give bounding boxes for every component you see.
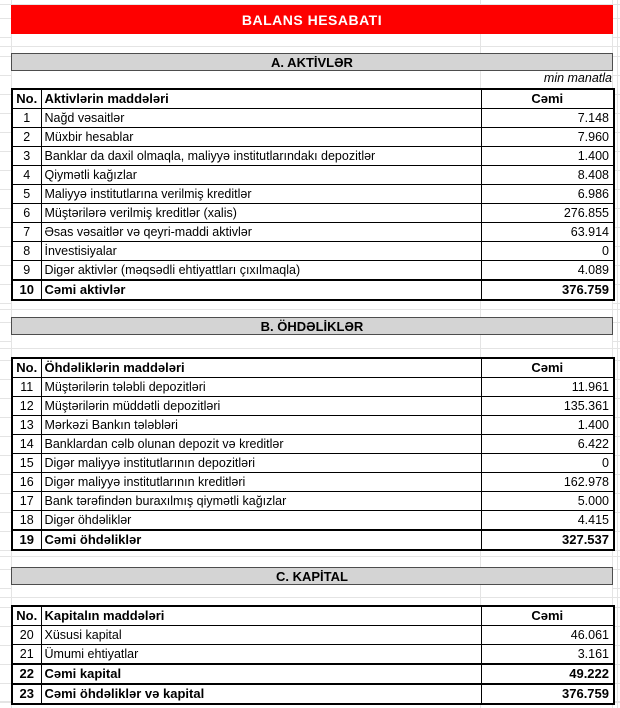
table-row bbox=[12, 378, 614, 397]
row-no-cell: 7 bbox=[12, 223, 41, 242]
row-gridline bbox=[0, 556, 620, 557]
row-gridline bbox=[0, 597, 620, 598]
table-row bbox=[12, 626, 614, 645]
table-row bbox=[12, 473, 614, 492]
capital-table bbox=[11, 605, 615, 705]
section-header-liabilities: B. ÖHDƏLİKLƏR bbox=[11, 317, 613, 335]
value-cell: 49.222 bbox=[481, 664, 614, 684]
item-cell: Banklardan cəlb olunan depozit və kreditlər bbox=[41, 435, 481, 454]
value-cell: 1.400 bbox=[481, 416, 614, 435]
item-cell: İnvestisiyalar bbox=[41, 242, 481, 261]
row-no-cell: 17 bbox=[12, 492, 41, 511]
value-cell: 4.089 bbox=[481, 261, 614, 281]
item-cell: Nağd vəsaitlər bbox=[41, 109, 481, 128]
row-no-cell: 12 bbox=[12, 397, 41, 416]
assets-table bbox=[11, 88, 615, 301]
value-cell: 0 bbox=[481, 454, 614, 473]
total-row bbox=[12, 684, 614, 704]
table-row bbox=[12, 397, 614, 416]
item-cell: Digər aktivlər (məqsədli ehtiyattları çıxılmaqla) bbox=[41, 261, 481, 281]
value-cell: 1.400 bbox=[481, 147, 614, 166]
section-header-capital: C. KAPİTAL bbox=[11, 567, 613, 585]
table-row bbox=[12, 166, 614, 185]
col-header-no: No. bbox=[12, 358, 41, 378]
row-no-cell: 16 bbox=[12, 473, 41, 492]
row-no-cell: 3 bbox=[12, 147, 41, 166]
item-cell: Mərkəzi Bankın tələbləri bbox=[41, 416, 481, 435]
table-header-row bbox=[12, 89, 614, 109]
table-row bbox=[12, 416, 614, 435]
table-row bbox=[12, 204, 614, 223]
value-cell: 7.960 bbox=[481, 128, 614, 147]
column-gridline bbox=[617, 0, 618, 708]
row-no-cell: 15 bbox=[12, 454, 41, 473]
row-no-cell: 10 bbox=[12, 280, 41, 300]
total-row bbox=[12, 530, 614, 550]
liabilities-table bbox=[11, 357, 615, 551]
row-no-cell: 9 bbox=[12, 261, 41, 281]
value-cell: 276.855 bbox=[481, 204, 614, 223]
item-cell: Müştərilərə verilmiş kreditlər (xalis) bbox=[41, 204, 481, 223]
left-gutter-gridlines bbox=[0, 0, 11, 708]
value-cell: 0 bbox=[481, 242, 614, 261]
col-header-item: Kapitalın maddələri bbox=[41, 606, 481, 626]
value-cell: 6.422 bbox=[481, 435, 614, 454]
item-cell: Banklar da daxil olmaqla, maliyyə institutlarındakı depozitlər bbox=[41, 147, 481, 166]
row-no-cell: 18 bbox=[12, 511, 41, 531]
row-no-cell: 14 bbox=[12, 435, 41, 454]
col-header-item: Öhdəliklərin maddələri bbox=[41, 358, 481, 378]
item-cell: Qiymətli kağızlar bbox=[41, 166, 481, 185]
row-no-cell: 22 bbox=[12, 664, 41, 684]
row-no-cell: 20 bbox=[12, 626, 41, 645]
value-cell: 46.061 bbox=[481, 626, 614, 645]
item-cell: Cəmi öhdəliklər və kapital bbox=[41, 684, 481, 704]
row-no-cell: 19 bbox=[12, 530, 41, 550]
total-row bbox=[12, 280, 614, 300]
row-no-cell: 4 bbox=[12, 166, 41, 185]
report-title: BALANS HESABATI bbox=[241, 11, 383, 28]
value-cell: 135.361 bbox=[481, 397, 614, 416]
table-row bbox=[12, 511, 614, 531]
item-cell: Xüsusi kapital bbox=[41, 626, 481, 645]
table-row bbox=[12, 492, 614, 511]
row-no-cell: 5 bbox=[12, 185, 41, 204]
value-cell: 11.961 bbox=[481, 378, 614, 397]
item-cell: Əsas vəsaitlər və qeyri-maddi aktivlər bbox=[41, 223, 481, 242]
value-cell: 5.000 bbox=[481, 492, 614, 511]
table-row bbox=[12, 454, 614, 473]
item-cell: Müştərilərin tələbli depozitləri bbox=[41, 378, 481, 397]
row-no-cell: 6 bbox=[12, 204, 41, 223]
item-cell: Digər maliyyə institutlarının kreditləri bbox=[41, 473, 481, 492]
table-header-row bbox=[12, 358, 614, 378]
item-cell: Cəmi aktivlər bbox=[41, 280, 481, 300]
value-cell: 162.978 bbox=[481, 473, 614, 492]
item-cell: Maliyyə institutlarına verilmiş kreditlər bbox=[41, 185, 481, 204]
row-no-cell: 23 bbox=[12, 684, 41, 704]
table-row bbox=[12, 223, 614, 242]
table-header-row bbox=[12, 606, 614, 626]
row-no-cell: 13 bbox=[12, 416, 41, 435]
unit-note: min manatla bbox=[543, 71, 612, 85]
report-title-banner bbox=[11, 5, 613, 34]
col-header-item: Aktivlərin maddələri bbox=[41, 89, 481, 109]
value-cell: 3.161 bbox=[481, 645, 614, 665]
table-row bbox=[12, 128, 614, 147]
table-row bbox=[12, 645, 614, 665]
col-header-no: No. bbox=[12, 89, 41, 109]
item-cell: Bank tərəfindən buraxılmış qiymətli kağızlar bbox=[41, 492, 481, 511]
table-row bbox=[12, 147, 614, 166]
value-cell: 8.408 bbox=[481, 166, 614, 185]
table-row bbox=[12, 109, 614, 128]
value-cell: 63.914 bbox=[481, 223, 614, 242]
col-header-total: Cəmi bbox=[481, 606, 614, 626]
item-cell: Müştərilərin müddətli depozitləri bbox=[41, 397, 481, 416]
value-cell: 327.537 bbox=[481, 530, 614, 550]
table-row bbox=[12, 242, 614, 261]
item-cell: Digər maliyyə institutlarının depozitləri bbox=[41, 454, 481, 473]
value-cell: 376.759 bbox=[481, 684, 614, 704]
total-row bbox=[12, 664, 614, 684]
row-no-cell: 21 bbox=[12, 645, 41, 665]
item-cell: Digər öhdəliklər bbox=[41, 511, 481, 531]
table-row bbox=[12, 435, 614, 454]
row-no-cell: 11 bbox=[12, 378, 41, 397]
item-cell: Cəmi kapital bbox=[41, 664, 481, 684]
value-cell: 4.415 bbox=[481, 511, 614, 531]
row-gridline bbox=[0, 309, 620, 310]
row-gridline bbox=[0, 46, 620, 47]
item-cell: Ümumi ehtiyatlar bbox=[41, 645, 481, 665]
value-cell: 7.148 bbox=[481, 109, 614, 128]
section-header-assets: A. AKTİVLƏR bbox=[11, 53, 613, 71]
row-no-cell: 2 bbox=[12, 128, 41, 147]
item-cell: Cəmi öhdəliklər bbox=[41, 530, 481, 550]
value-cell: 6.986 bbox=[481, 185, 614, 204]
col-header-no: No. bbox=[12, 606, 41, 626]
table-row bbox=[12, 185, 614, 204]
row-no-cell: 8 bbox=[12, 242, 41, 261]
item-cell: Müxbir hesablar bbox=[41, 128, 481, 147]
table-row bbox=[12, 261, 614, 281]
value-cell: 376.759 bbox=[481, 280, 614, 300]
row-no-cell: 1 bbox=[12, 109, 41, 128]
row-gridline bbox=[0, 348, 620, 349]
col-header-total: Cəmi bbox=[481, 89, 614, 109]
col-header-total: Cəmi bbox=[481, 358, 614, 378]
